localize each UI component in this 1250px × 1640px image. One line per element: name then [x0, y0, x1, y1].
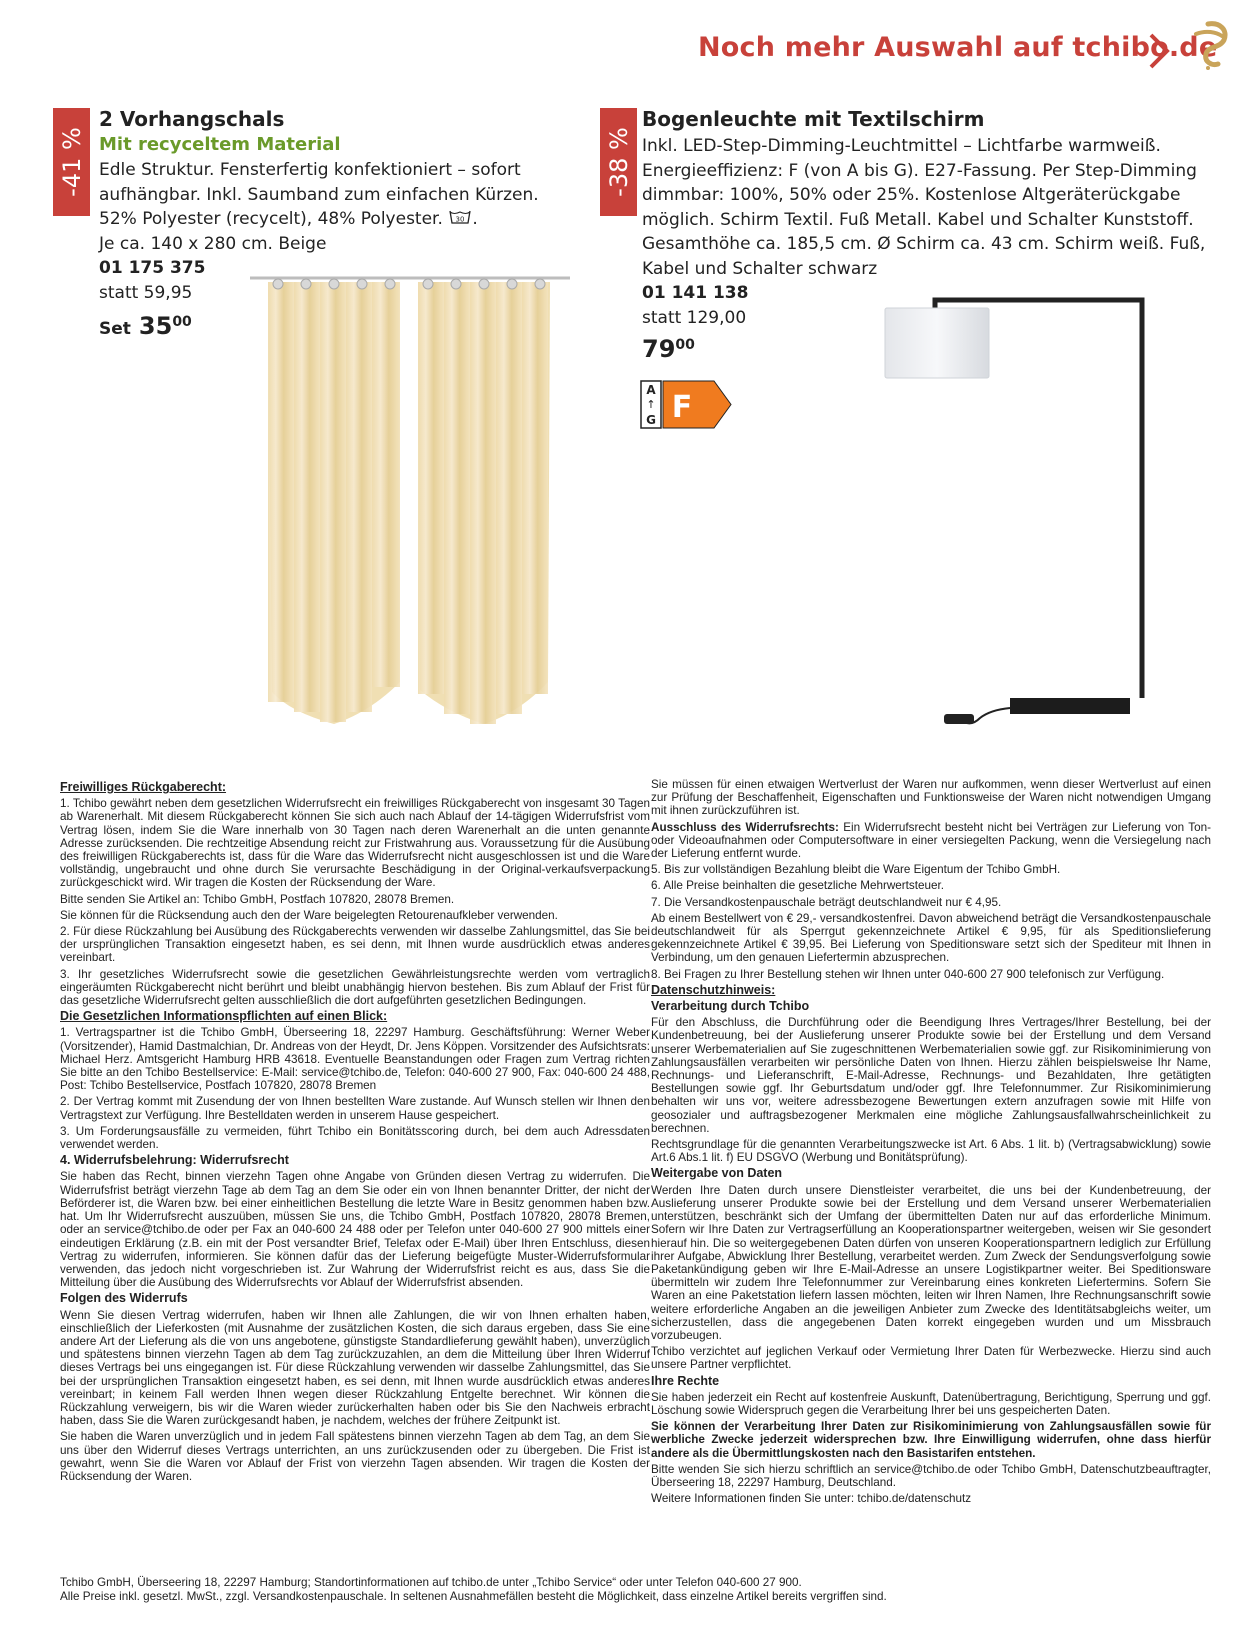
privacy-link-text: Weitere Informationen finden Sie unter: tchibo.de/datenschutz [651, 1492, 972, 1506]
price-cent: 00 [675, 337, 695, 353]
legal-paragraph: 2. Der Vertrag kommt mit Zusendung der von Ihnen bestellten Ware zustande. Auf Wunsch stellen wir Ihnen den Vertragstext zur Verfügung. Ihre Bestelldaten werden in unserem Hause gespeichert. [60, 1095, 650, 1122]
legal-paragraph: Bitte wenden Sie sich hierzu schriftlich an service@tchibo.de oder Tchibo GmbH, Datenschutzbeauftragter, Überseering 18, 22297 Hamburg, Deutschland. [651, 1462, 1211, 1489]
bold-lead: Ausschluss des Widerrufsrechts: [651, 820, 839, 834]
legal-paragraph: Wenn Sie diesen Vertrag widerrufen, haben wir Ihnen alle Zahlungen, die wir von Ihnen erhalten haben, einschließlich der Lieferkosten (mit Ausnahme der zusätzlichen Kosten, die sich daraus ergeben, dass Sie eine andere Art der Lieferung als die von uns angebotene, günstigste Standardlieferung gewählt haben), unverzüglich und spätestens binnen vierzehn Tagen ab dem Tag zurückzuzahlen, an dem die Mitteilung über Ihren Widerruf dieses Vertrags bei uns eingegangen ist. Für diese Rückzahlung verwenden wir dasselbe Zahlungsmittel, das Sie bei der ursprünglichen Transaktion eingesetzt haben, es sei denn, mit Ihnen wurde ausdrücklich etwas anderes vereinbart; in keinem Fall werden Ihnen wegen dieser Rückzahlung Entgelte berechnet. Wir können die Rückzahlung verweigern, bis wir die Waren wieder zurückerhalten haben oder bis Sie den Nachweis erbracht haben, dass Sie die Waren zurückgesandt haben, je nachdem, welches der frühere Zeitpunkt ist. [60, 1308, 650, 1428]
section-heading: Ihre Rechte [651, 1373, 720, 1388]
discount-text: -38 % [604, 127, 633, 197]
legal-paragraph: Tchibo verzichtet auf jeglichen Verkauf oder Vermietung Ihrer Daten für Werbezwecke. Hierzu sind auch unsere Partner verpflichtet. [651, 1345, 1211, 1372]
old-price-curtains: statt 59,95 [99, 283, 193, 303]
section-heading: Verarbeitung durch Tchibo [651, 999, 810, 1014]
energy-bottom-letter: G [646, 413, 656, 427]
price-prefix: Set [99, 319, 131, 339]
paragraph-text: Ein Widerrufsrecht besteht nicht bei Verträgen zur Lieferung von Ton- oder Videoaufnahmen oder Computersoftware in einer versiegelten Packung, wenn die Versiegelung nach der Lieferung entfernt wurde. [651, 820, 1212, 861]
energy-top-letter: A [646, 383, 656, 397]
price-lamp [642, 335, 695, 363]
desc-text: 52% Polyester (recycelt), 48% Polyester. [99, 209, 443, 230]
desc-text: . [472, 209, 478, 230]
legal-paragraph: Sie haben jederzeit ein Recht auf kostenfreie Auskunft, Datenübertragung, Berichtigung, Sperrung und ggf. Löschung sowie Widerspruch gegen die Verarbeitung Ihrer bei uns gespeicherten Daten. [651, 1390, 1211, 1417]
product-title-lamp: Bogenleuchte mit Textilschirm [642, 107, 985, 131]
legal-paragraph: 5. Bis zur vollständigen Bezahlung bleibt die Ware Eigentum der Tchibo GmbH. [651, 863, 1061, 877]
legal-paragraph: 8. Bei Fragen zu Ihrer Bestellung stehen wir Ihnen unter 040-600 27 900 telefonisch zur Verfügung. [651, 967, 1165, 981]
wash-30-icon [448, 209, 472, 225]
desc-line: Edle Struktur. Fensterfertig konfektioniert – sofort [99, 160, 521, 180]
product-title-curtains: 2 Vorhangschals [99, 107, 285, 131]
legal-paragraph-bold: Sie können der Verarbeitung Ihrer Daten zur Risikominimierung von Zahlungsausfällen sowie für werbliche Zwecke jederzeit widersprechen bzw. Ihre Einwilligung widerrufen, ohne dass hierfür andere als die Übermittlungskosten nach den Basistarifen entstehen. [651, 1420, 1211, 1460]
product-description-curtains [99, 158, 569, 256]
footer [60, 1576, 1210, 1604]
price-euro: 35 [138, 312, 173, 340]
lamp-product-image [880, 290, 1170, 740]
svg-text:30: 30 [455, 215, 465, 224]
legal-paragraph: 3. Um Forderungsausfälle zu vermeiden, führt Tchibo ein Bonitätsscoring durch, bei dem auch Adressdaten verwendet werden. [60, 1124, 650, 1152]
legal-paragraph [651, 821, 1211, 861]
legal-paragraph: 7. Die Versandkostenpauschale beträgt deutschlandweit nur € 4,95. [651, 895, 1002, 909]
header-prefix: Noch mehr Auswahl auf [698, 32, 1063, 63]
legal-paragraph: Bitte senden Sie Artikel an: Tchibo GmbH, Postfach 107820, 28078 Bremen. [60, 892, 455, 906]
legal-paragraph: Sie haben die Waren unverzüglich und in jedem Fall spätestens binnen vierzehn Tagen ab dem Tag, an dem Sie uns über den Widerruf dieses Vertrags unterrichten, an uns zurückzusenden oder zu übergeben. Die Frist ist gewahrt, wenn Sie die Waren vor Ablauf der Frist von vierzehn Tagen absenden. Wir tragen die Kosten der Rücksendung der Waren. [60, 1430, 650, 1483]
desc-line: dimmbar: 100%, 50% oder 25%. Kostenlose Altgeräterückgabe [642, 185, 1181, 206]
desc-line: Inkl. LED-Step-Dimming-Leuchtmittel – Lichtfarbe warmweiß. [642, 136, 1161, 156]
section-heading: Datenschutzhinweis: [651, 982, 776, 997]
discount-badge-curtains [53, 108, 90, 216]
legal-paragraph: Sie haben das Recht, binnen vierzehn Tagen ohne Angabe von Gründen diesen Vertrag zu widerrufen. Die Widerrufsfrist beträgt vierzehn Tage ab dem Tag an dem Sie oder ein von Ihnen benannter Dritter, der nicht der Beförderer ist, die Waren bzw. bei einer einheitlichen Bestellung die letzte Ware in Besitz genommen haben bzw. hat. Um Ihr Widerrufsrecht auszuüben, müssen Sie uns, die Tchibo GmbH, Postfach 107820, 28078 Bremen, oder an service@tchibo.de oder per Fax an 040-600 24 488 oder per Telefon unter 040-600 27 900 mittels einer eindeutigen Erklärung (z.B. ein mit der Post versandter Brief, Telefax oder E-Mail) über Ihren Entschluss, diesen Vertrag zu widerrufen, informieren. Sie können dafür das der Lieferung beigefügte Muster-Widerrufsformular verwenden, das jedoch nicht vorgeschrieben ist. Zur Wahrung der Widerrufsfrist reicht es aus, dass Sie die Mitteilung über die Ausübung des Widerrufsrechts vor Ablauf der Widerrufsfrist absenden. [60, 1170, 650, 1290]
section-heading: Folgen des Widerrufs [60, 1291, 188, 1306]
footer-line: Tchibo GmbH, Überseering 18, 22297 Hamburg; Standortinformationen auf tchibo.de unter „Tchibo Service“ oder unter Telefon 040-600 27 900. [60, 1576, 802, 1589]
energy-arrow-icon: ↑ [646, 398, 656, 411]
old-price-lamp: statt 129,00 [642, 308, 747, 328]
discount-text: -41 % [57, 127, 86, 197]
legal-paragraph: Rechtsgrundlage für die genannten Verarbeitungszwecke ist Art. 6 Abs. 1 lit. b) (Vertragsabwicklung) sowie Art.6 Abs.1 lit. f) EU DSGVO (Werbung und Bonitätsprüfung). [651, 1138, 1211, 1165]
legal-paragraph: 1. Vertragspartner ist die Tchibo GmbH, Überseering 18, 22297 Hamburg. Geschäftsführung: Werner Weber (Vorsitzender), Hamid Dastmalchian, Dr. Andreas von der Heydt, Dr. Jens Köppen. Vorsitzender des Aufsichtsrats: Michael Herz. Amtsgericht Hamburg HRB 43618. Eventuelle Beanstandungen oder Fragen zum Vertrag richten Sie bitte an den Tchibo Bestellservice: E-Mail: service@tchibo.de, Telefon: 040-600 27 900, Fax: 040-600 24 488, Post: Tchibo Bestellservice, Postfach 107820, 28078 Bremen [60, 1026, 650, 1093]
desc-line [99, 207, 569, 232]
footer-line: Alle Preise inkl. gesetzl. MwSt., zzgl. Versandkostenpauschale. In seltenen Ausnahmefällen besteht die Möglichkeit, dass einzelne Artikel bereits vergriffen sind. [60, 1590, 887, 1603]
legal-paragraph: 1. Tchibo gewährt neben dem gesetzlichen Widerrufsrecht ein freiwilliges Rückgaberecht von insgesamt 30 Tagen ab Warenerhalt. Mit diesem Rückgaberecht können Sie sich auch nach Ablauf der 14-tägigen Widerrufsfrist vom Vertrag lösen, indem Sie die Ware innerhalb von 30 Tagen nach deren Warenerhalt an die unten genannte Adresse zurücksenden. Die rechtzeitige Absendung reicht zur Fristwahrung aus. Voraussetzung für die Ausübung des freiwilligen Rückgaberechts ist, dass für die Ware das Widerrufsrecht nicht ausgeschlossen ist und die Ware vollständig, ungebraucht und ohne durch Sie verursachte Beschädigung in der Original-verkaufsverpackung zurückgeschickt wird. Wir tragen die Kosten der Rücksendung der Ware. [60, 797, 650, 890]
price-curtains [99, 312, 192, 340]
product-description-lamp [642, 134, 1232, 282]
desc-line: Je ca. 140 x 280 cm. Beige [99, 233, 327, 254]
tchibo-logo-icon [1186, 20, 1230, 72]
legal-paragraph: Für den Abschluss, die Durchführung oder die Beendigung Ihres Vertrages/Ihrer Bestellung, bei der Kundenbetreuung, bei der Auslieferung unserer Produkte sowie bei der Erstellung und dem Versand unserer Werbematerialien auf Sie zugeschnittenen Werbematerialien sowie ggf. zur Risikominimierung von Zahlungsausfällen verarbeiten wir persönliche Daten von Ihnen. Hierzu zählen beispielsweise Ihr Name, Rechnungs- und Lieferanschrift, E-Mail-Adresse, Rechnungs- und Bezahldaten, Ihre getätigten Bestellungen sowie ggf. Ihr Geburtsdatum und/oder ggf. Ihre Telefonnummer. Zur Risikominimierung behalten wir uns vor, weitere adressbezogene Bewertungen extern anzufragen sowie mit Hilfe von geosozialer und auftragsbezogener Merkmalen eine mögliche Zahlungsausfallwahrscheinlichkeit zu berechnen. [651, 1016, 1211, 1135]
price-euro: 79 [642, 335, 676, 363]
legal-paragraph: 6. Alle Preise beinhalten die gesetzliche Mehrwertsteuer. [651, 879, 945, 893]
desc-line: aufhängbar. Inkl. Saumband zum einfachen Kürzen. [99, 184, 539, 205]
header-domain: tchibo.de [1072, 32, 1218, 63]
section-heading: Weitergabe von Daten [651, 1166, 783, 1181]
curtain-product-image [250, 272, 570, 727]
legal-paragraph: Ab einem Bestellwert von € 29,- versandkostenfrei. Davon abweichend beträgt die Versandkostenpauschale deutschlandweit für als Sperrgut gekennzeichnete Artikel € 9,95, für als Speditionslieferung gekennzeichnete Artikel € 39,95. Bei Lieferung von Speditionsware setzt sich der Spediteur mit Ihnen in Verbindung, um den genauen Liefertermin abzusprechen. [651, 911, 1211, 965]
section-heading: 4. Widerrufsbelehrung: Widerrufsrecht [60, 1153, 289, 1168]
energy-class: F [671, 390, 693, 425]
legal-paragraph: 2. Für diese Rückzahlung bei Ausübung des Rückgaberechts verwenden wir dasselbe Zahlungsmittel, das Sie bei der ursprünglichen Transaktion eingesetzt haben, es sei denn, mit Ihnen wurde ausdrücklich etwas anderes vereinbart. [60, 925, 650, 965]
legal-paragraph: Sie können für die Rücksendung auch den der Ware beigelegten Retourenaufkleber verwenden. [60, 908, 558, 922]
legal-paragraph: 3. Ihr gesetzliches Widerrufsrecht sowie die gesetzlichen Gewährleistungsrechte werden vom vertraglich eingeräumten Rückgaberecht nicht berührt und bleibt unabhängig hiervon bestehen. Bis zum Ablauf der Frist für das gesetzliche Widerrufsrecht gelten ausschließlich die dort aufgeführten gesetzlichen Bedingungen. [60, 967, 650, 1008]
discount-badge-lamp [600, 108, 637, 216]
chevron-right-icon [1146, 30, 1172, 72]
desc-line: Energieeffizienz: F (von A bis G). E27-Fassung. Per Step-Dimming [642, 160, 1197, 181]
article-number-lamp: 01 141 138 [642, 283, 749, 303]
header-shop-link[interactable] [698, 32, 1217, 63]
legal-column-right [651, 778, 1211, 1508]
price-cent: 00 [172, 314, 192, 330]
article-number-curtains: 01 175 375 [99, 258, 206, 278]
legal-column-left [60, 778, 650, 1486]
desc-line: möglich. Schirm Textil. Fuß Metall. Kabel und Schalter Kunststoff. [642, 209, 1194, 230]
product-subtitle-curtains: Mit recyceltem Material [99, 134, 341, 155]
energy-label-icon [640, 380, 732, 429]
section-heading: Freiwilliges Rückgaberecht: [60, 780, 227, 794]
section-heading: Die Gesetzlichen Informationspflichten auf einen Blick: [60, 1009, 388, 1024]
legal-paragraph: Werden Ihre Daten durch unsere Dienstleister verarbeitet, die uns bei der Kundenbetreuung, der Auslieferung unserer Produkte sowie bei der Erstellung und dem Versand unserer Werbematerialien unterstützen, beschränkt sich der Umfang der übermittelten Daten nur auf das erforderliche Minimum. Sofern wir Ihre Daten zur Vertragserfüllung an Kooperationspartner weitergeben, weisen wir Sie gesondert hierauf hin. Die so weitergegebenen Daten dürfen von unseren Kooperationspartnern lediglich zur Erfüllung ihrer Aufgabe, Abwicklung Ihrer Bestellung, verarbeitet werden. Zum Zweck der Sendungsverfolgung sowie Paketankündigung geben wir Ihre E-Mail-Adresse an unsere Logistikpartner weiter. Bei Speditionsware übermitteln wir zudem Ihre Telefonnummer zur Vereinbarung eines konkreten Liefertermins. Sofern Sie Waren an eine Paketstation liefern lassen möchten, leiten wir Ihren Namen, Ihre Rechnungsanschrift sowie weitere erforderliche Angaben an die jeweiligen Anbieter zum Zwecke des Identitätsabgleichs weiter, um sicherzustellen, dass die angegebenen Daten korrekt eingegeben wurden und um Missbrauch vorzubeugen. [651, 1183, 1211, 1342]
desc-line: Gesamthöhe ca. 185,5 cm. Ø Schirm ca. 43 cm. Schirm weiß. Fuß, [642, 234, 1206, 255]
desc-line: Kabel und Schalter schwarz [642, 258, 878, 279]
legal-paragraph: Sie müssen für einen etwaigen Wertverlust der Waren nur aufkommen, wenn dieser Wertverlust auf einen zur Prüfung der Beschaffenheit, Eigenschaften und Funktionsweise der Waren nicht notwendigen Umgang mit ihnen zurückzuführen ist. [651, 778, 1211, 818]
